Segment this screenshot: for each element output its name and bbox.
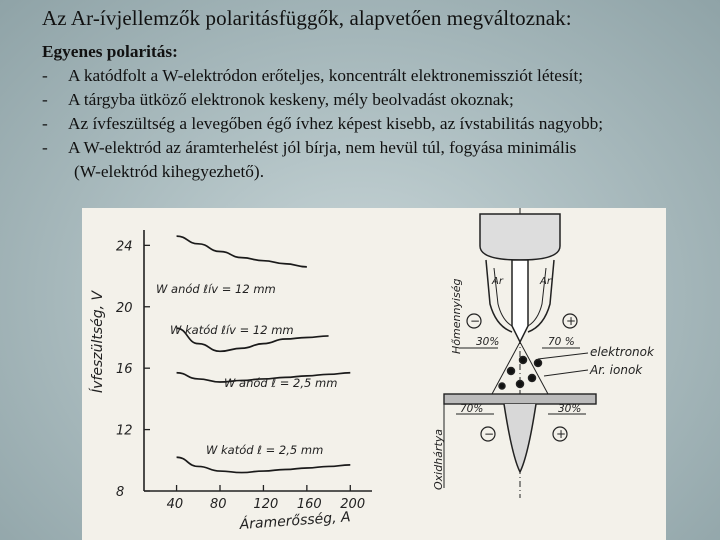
pct-top-right: 70 % — [548, 336, 575, 348]
polarity-minus-label: − — [470, 314, 481, 328]
y-axis-label: Ívfeszültség, V — [90, 290, 106, 393]
bullet-dash: - — [42, 114, 48, 133]
polarity-minus-label: − — [484, 427, 495, 441]
electrons-leader — [538, 353, 588, 359]
torch-head — [480, 214, 560, 260]
pct-bottom-right: 30% — [558, 403, 582, 415]
electrons-label: elektronok — [590, 345, 654, 359]
series-line — [177, 236, 307, 267]
curve-label: W anód ℓ = 2,5 mm — [224, 376, 338, 390]
torch-arc-diagram — [444, 208, 596, 498]
bullet-text: A tárgyba ütköző elektronok keskeny, mély beolvadást okoznak; — [68, 90, 514, 109]
weld-penetration — [504, 404, 536, 472]
slide-title: Az Ar-ívjellemzők polaritásfüggők, alapvetően megváltoznak: — [42, 6, 572, 30]
gas-label-left: Ar — [492, 276, 503, 287]
x-tick-label: 80 — [210, 497, 227, 512]
bullet-item — [42, 64, 712, 88]
x-tick-label: 200 — [340, 497, 366, 512]
bullet-item — [42, 136, 712, 160]
scanned-figure — [82, 208, 666, 540]
series-line — [177, 457, 351, 472]
y-tick-label: 16 — [116, 362, 133, 378]
curve-label: W anód ℓív = 12 mm — [156, 282, 276, 296]
electron-dot — [520, 357, 527, 364]
x-tick-label: 160 — [296, 497, 322, 512]
heat-quantity-label: Hőmennyiség — [450, 278, 463, 354]
ion-dot — [499, 383, 505, 389]
bullet-item — [42, 112, 712, 136]
gas-label-right: Ar — [540, 276, 551, 287]
ions-leader — [544, 370, 588, 376]
electron-dot — [517, 381, 524, 388]
bullet-continuation: (W-elektród kihegyezhető). — [74, 162, 265, 181]
bullet-text: A katódfolt a W-elektródon erőteljes, koncentrált elektronemissziót létesít; — [68, 66, 584, 85]
bullet-dash: - — [42, 138, 48, 157]
bullet-dash: - — [42, 66, 48, 85]
bullet-item — [42, 88, 712, 112]
voltage-current-chart — [89, 230, 372, 533]
slide-body — [42, 40, 712, 184]
bullet-text: Az ívfeszültség a levegőben égő ívhez képest kisebb, az ívstabilitás nagyobb; — [68, 114, 604, 133]
x-tick-label: 40 — [166, 497, 184, 512]
y-tick-label: 8 — [116, 485, 125, 500]
x-tick-label: 120 — [253, 497, 279, 512]
ions-label: Ar. ionok — [590, 363, 643, 377]
y-tick-label: 24 — [116, 239, 133, 255]
electron-dot — [508, 368, 515, 375]
electron-dot — [535, 360, 542, 367]
bullet-dash: - — [42, 90, 48, 109]
bullet-text: A W-elektród az áramterhelést jól bírja, nem hevül túl, fogyása minimális — [68, 138, 577, 157]
y-tick-label: 12 — [116, 423, 133, 439]
oxide-film-label: Oxidhártya — [432, 428, 445, 490]
nozzle-left — [486, 260, 512, 332]
y-tick-label: 20 — [116, 300, 133, 316]
curve-label: W katód ℓ = 2,5 mm — [206, 443, 324, 457]
curve-label: W katód ℓív = 12 mm — [170, 323, 294, 337]
nozzle-right — [528, 260, 554, 332]
polarity-plus-label: + — [566, 314, 577, 328]
polarity-plus-label: + — [556, 427, 567, 441]
subheading: Egyenes polaritás: — [42, 42, 178, 61]
diagram-labels — [432, 276, 655, 490]
tungsten-electrode — [512, 260, 528, 342]
figure-svg — [82, 208, 666, 540]
pct-top-left: 30% — [476, 336, 500, 348]
x-axis-label: Áramerősség, A — [239, 509, 352, 533]
electron-dot — [529, 375, 536, 382]
pct-bottom-left: 70% — [460, 403, 484, 415]
